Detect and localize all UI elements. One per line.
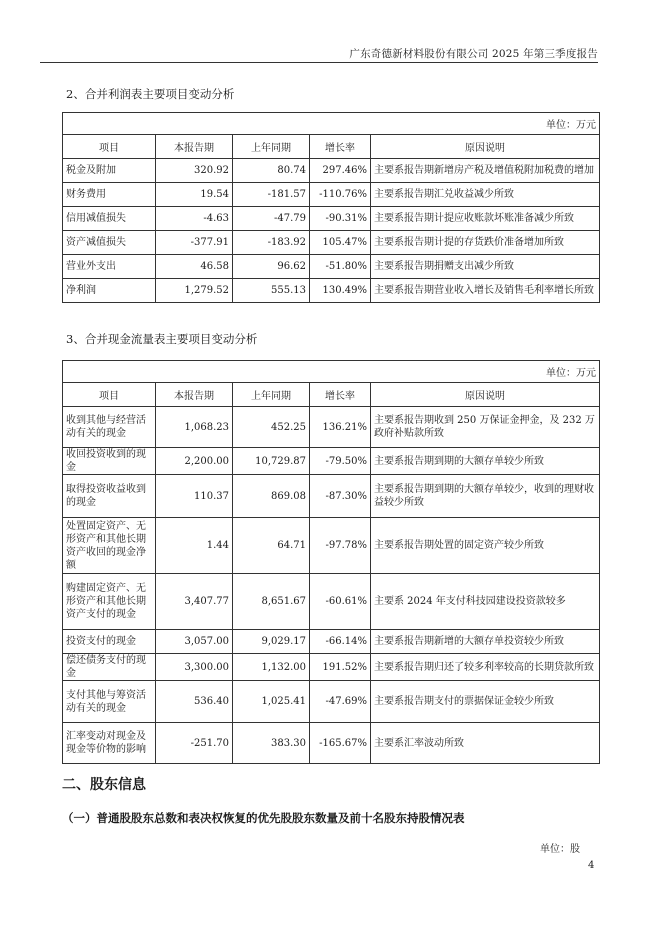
growth-cell: 136.21%: [310, 407, 371, 448]
prior-cell: 10,729.87: [233, 448, 310, 475]
table-row: [63, 475, 600, 518]
reason-cell: 主要系报告期到期的大额存单较少，收到的理财收益较少所致: [371, 475, 600, 518]
current-cell: 3,407.77: [156, 574, 233, 630]
current-cell: -4.63: [156, 207, 233, 231]
prior-cell: 555.13: [233, 279, 310, 303]
prior-cell: 869.08: [233, 475, 310, 518]
growth-cell: -110.76%: [310, 183, 371, 207]
item-cell: 处置固定资产、无形资产和其他长期资产收回的现金净额: [63, 518, 156, 574]
table-header-row: [63, 383, 600, 407]
page-number: 4: [588, 860, 595, 871]
unit-label: 单位：万元: [63, 361, 600, 383]
column-header: 上年同期: [233, 383, 310, 407]
prior-cell: 1,132.00: [233, 654, 310, 681]
column-header: 增长率: [310, 135, 371, 159]
current-cell: 1,068.23: [156, 407, 233, 448]
growth-cell: -51.80%: [310, 255, 371, 279]
current-cell: 1.44: [156, 518, 233, 574]
item-cell: 偿还债务支付的现金: [63, 654, 156, 681]
table-row: [63, 681, 600, 723]
growth-cell: 191.52%: [310, 654, 371, 681]
income-statement-table: [62, 112, 600, 303]
column-header: 上年同期: [233, 135, 310, 159]
item-cell: 购建固定资产、无形资产和其他长期资产支付的现金: [63, 574, 156, 630]
table-header-row: [63, 135, 600, 159]
cashflow-statement-table: [62, 360, 600, 764]
reason-cell: 主要系汇率波动所致: [371, 723, 600, 764]
table-row: [63, 407, 600, 448]
item-cell: 资产减值损失: [63, 231, 156, 255]
growth-cell: -97.78%: [310, 518, 371, 574]
reason-cell: 主要系报告期计提的存货跌价准备增加所致: [371, 231, 600, 255]
prior-cell: 80.74: [233, 159, 310, 183]
growth-cell: 297.46%: [310, 159, 371, 183]
table-row: [63, 207, 600, 231]
section-title-cashflow: 3、合并现金流量表主要项目变动分析: [66, 332, 258, 346]
column-header: 本报告期: [156, 383, 233, 407]
reason-cell: 主要系报告期汇兑收益减少所致: [371, 183, 600, 207]
growth-cell: -87.30%: [310, 475, 371, 518]
growth-cell: -79.50%: [310, 448, 371, 475]
item-cell: 汇率变动对现金及现金等价物的影响: [63, 723, 156, 764]
current-cell: -377.91: [156, 231, 233, 255]
item-cell: 营业外支出: [63, 255, 156, 279]
current-cell: 110.37: [156, 475, 233, 518]
current-cell: 1,279.52: [156, 279, 233, 303]
table-row: [63, 630, 600, 654]
shareholder-section-heading: 二、股东信息: [62, 777, 146, 793]
current-cell: 536.40: [156, 681, 233, 723]
reason-cell: 主要系报告期捐赠支出减少所致: [371, 255, 600, 279]
reason-cell: 主要系报告期计提应收账款坏账准备减少所致: [371, 207, 600, 231]
table-row: [63, 518, 600, 574]
prior-cell: 452.25: [233, 407, 310, 448]
item-cell: 税金及附加: [63, 159, 156, 183]
column-header: 本报告期: [156, 135, 233, 159]
current-cell: 2,200.00: [156, 448, 233, 475]
table-row: [63, 159, 600, 183]
current-cell: 3,300.00: [156, 654, 233, 681]
item-cell: 支付其他与筹资活动有关的现金: [63, 681, 156, 723]
growth-cell: -66.14%: [310, 630, 371, 654]
prior-cell: -181.57: [233, 183, 310, 207]
current-cell: -251.70: [156, 723, 233, 764]
shareholder-subsection-heading: （一）普通股股东总数和表决权恢复的优先股股东数量及前十名股东持股情况表: [62, 811, 465, 825]
header-divider: [40, 62, 598, 63]
growth-cell: -165.67%: [310, 723, 371, 764]
column-header: 项目: [63, 135, 156, 159]
growth-cell: -90.31%: [310, 207, 371, 231]
table-row: [63, 183, 600, 207]
column-header: 原因说明: [371, 135, 600, 159]
prior-cell: 96.62: [233, 255, 310, 279]
reason-cell: 主要系报告期处置的固定资产较少所致: [371, 518, 600, 574]
table-row: [63, 574, 600, 630]
current-cell: 19.54: [156, 183, 233, 207]
page-header: 广东奇德新材料股份有限公司 2025 年第三季度报告: [349, 48, 598, 60]
prior-cell: -183.92: [233, 231, 310, 255]
table-row: [63, 723, 600, 764]
reason-cell: 主要系报告期支付的票据保证金较少所致: [371, 681, 600, 723]
prior-cell: -47.79: [233, 207, 310, 231]
item-cell: 收到其他与经营活动有关的现金: [63, 407, 156, 448]
table-row: [63, 231, 600, 255]
prior-cell: 1,025.41: [233, 681, 310, 723]
reason-cell: 主要系报告期新增房产税及增值税附加税费的增加: [371, 159, 600, 183]
current-cell: 46.58: [156, 255, 233, 279]
table-row: [63, 279, 600, 303]
current-cell: 3,057.00: [156, 630, 233, 654]
column-header: 项目: [63, 383, 156, 407]
growth-cell: 105.47%: [310, 231, 371, 255]
growth-cell: 130.49%: [310, 279, 371, 303]
section-title-income: 2、合并利润表主要项目变动分析: [66, 87, 235, 101]
reason-cell: 主要系报告期到期的大额存单较少所致: [371, 448, 600, 475]
column-header: 增长率: [310, 383, 371, 407]
item-cell: 财务费用: [63, 183, 156, 207]
table-row: [63, 448, 600, 475]
unit-label: 单位：股: [540, 844, 580, 855]
item-cell: 净利润: [63, 279, 156, 303]
prior-cell: 64.71: [233, 518, 310, 574]
reason-cell: 主要系 2024 年支付科技园建设投资款较多: [371, 574, 600, 630]
item-cell: 信用减值损失: [63, 207, 156, 231]
prior-cell: 8,651.67: [233, 574, 310, 630]
current-cell: 320.92: [156, 159, 233, 183]
prior-cell: 9,029.17: [233, 630, 310, 654]
item-cell: 取得投资收益收到的现金: [63, 475, 156, 518]
column-header: 原因说明: [371, 383, 600, 407]
reason-cell: 主要系报告期新增的大额存单投资较少所致: [371, 630, 600, 654]
item-cell: 收回投资收到的现金: [63, 448, 156, 475]
table-row: [63, 255, 600, 279]
reason-cell: 主要系报告期收到 250 万保证金押金，及 232 万政府补贴款所致: [371, 407, 600, 448]
prior-cell: 383.30: [233, 723, 310, 764]
reason-cell: 主要系报告期营业收入增长及销售毛利率增长所致: [371, 279, 600, 303]
table-row: [63, 654, 600, 681]
reason-cell: 主要系报告期归还了较多利率较高的长期贷款所致: [371, 654, 600, 681]
growth-cell: -47.69%: [310, 681, 371, 723]
growth-cell: -60.61%: [310, 574, 371, 630]
item-cell: 投资支付的现金: [63, 630, 156, 654]
unit-label: 单位：万元: [63, 113, 600, 135]
